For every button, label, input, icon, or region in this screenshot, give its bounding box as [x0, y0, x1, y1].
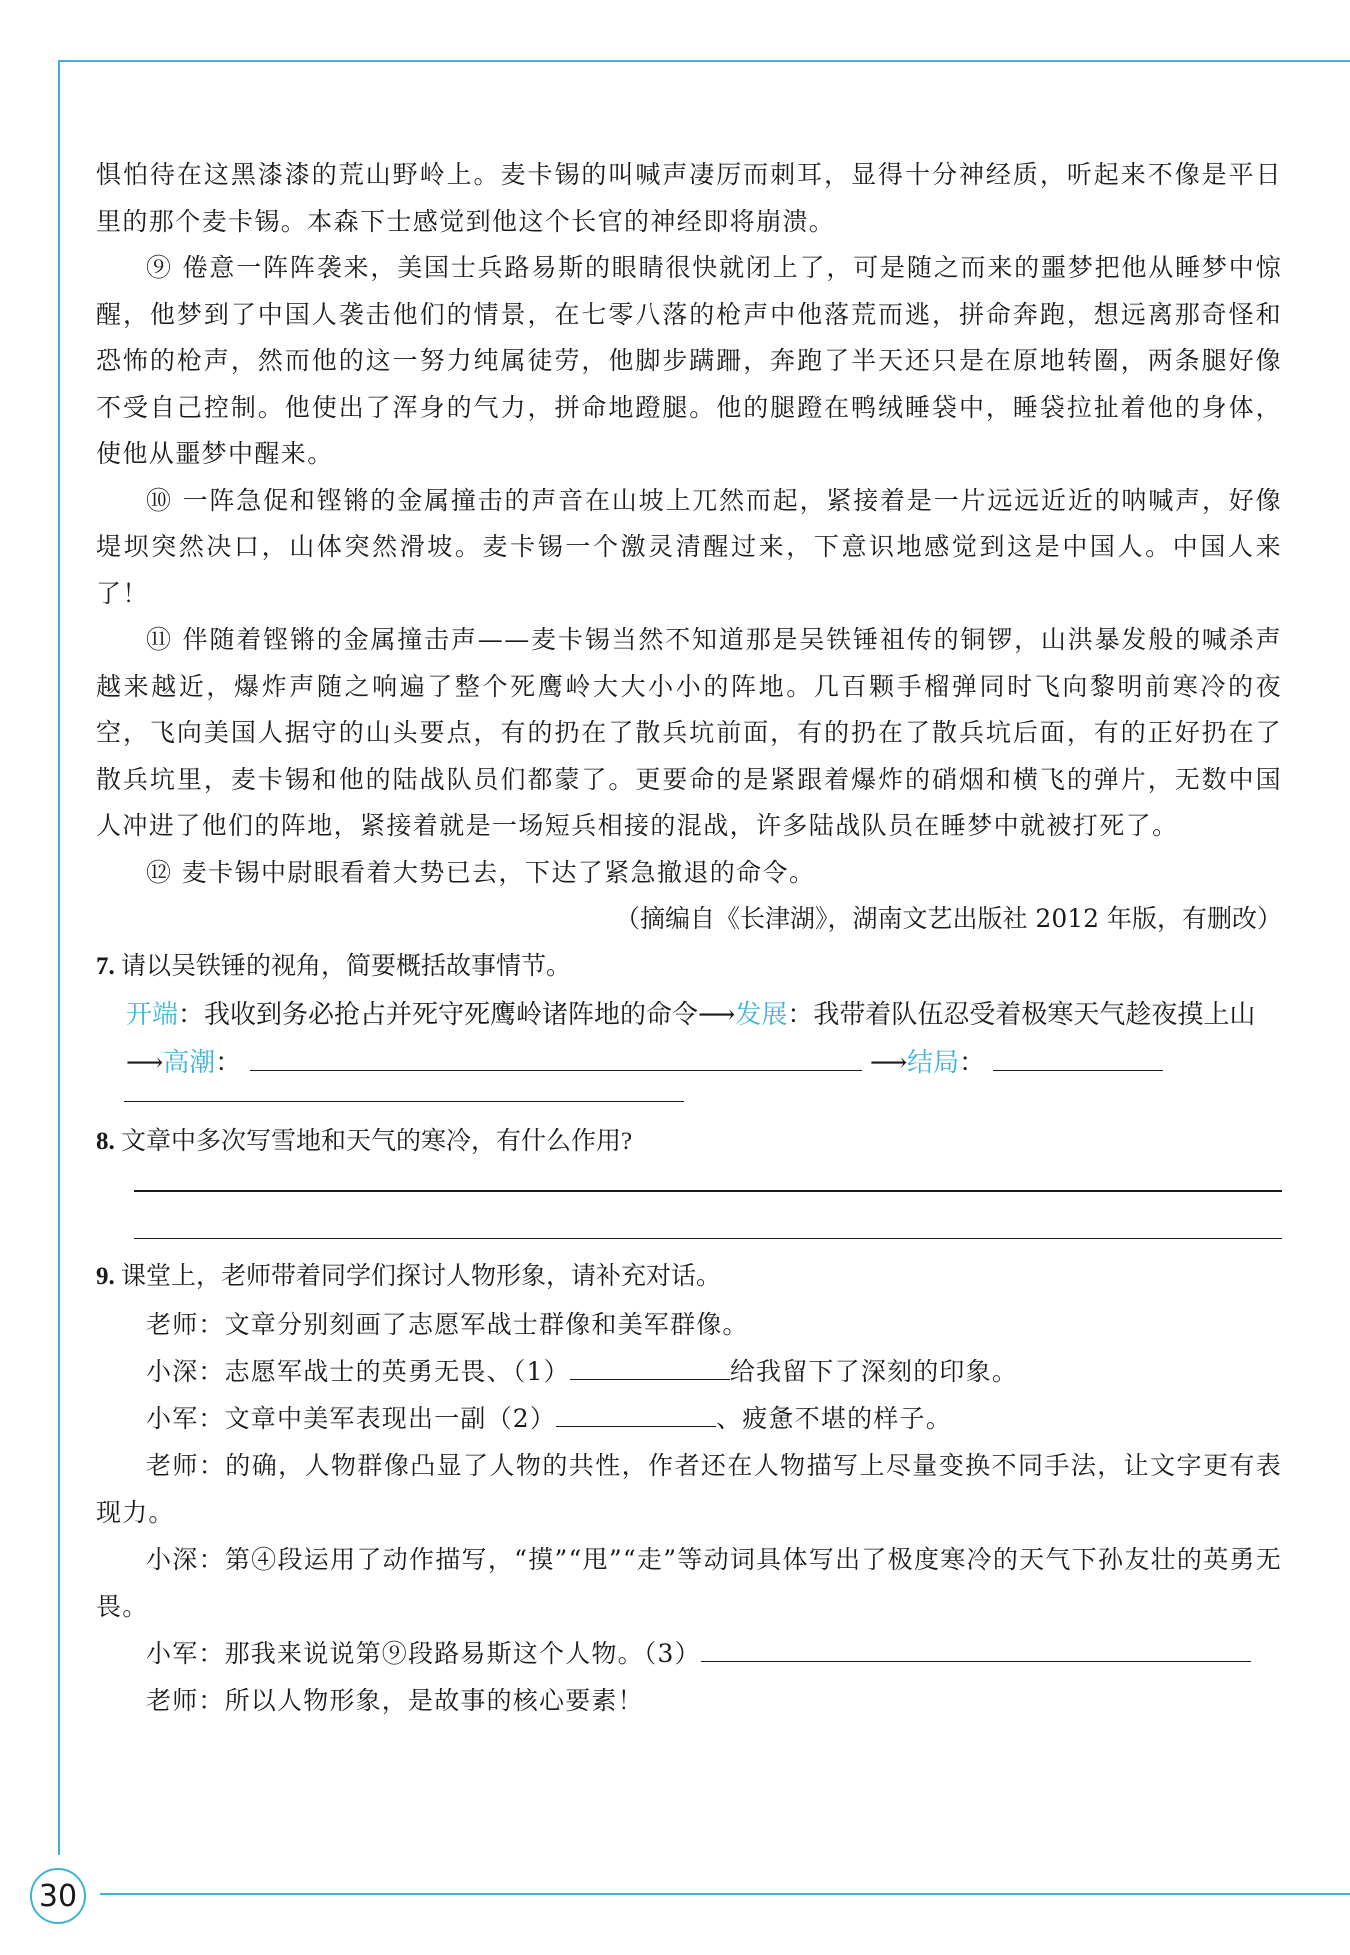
q8-answer-line-1[interactable]	[134, 1190, 1282, 1192]
dialogue-line-1: 老师：文章分别刻画了志愿军战士群像和美军群像。	[146, 1310, 749, 1339]
passage-source: （摘编自《长津湖》，湖南文艺出版社 2012 年版，有删改）	[614, 904, 1282, 933]
passage-paragraph-12: ⑫ 麦卡锡中尉眼看着大势已去，下达了紧急撤退的命令。	[146, 857, 816, 887]
climax-answer-blank[interactable]	[250, 1044, 862, 1071]
question-7-number: 7.	[96, 952, 115, 980]
page-number: 30	[30, 1868, 86, 1924]
passage-paragraph-9: ⑨ 倦意一阵阵袭来，美国士兵路易斯的眼睛很快就闭上了，可是随之而来的噩梦把他从睡梦中惊醒，他梦到了中国人袭击他们的情景，在七零八落的枪声中他落荒而逃，拼命奔跑，想远离那奇怪和恐怖的枪声，然而他的这一努力纯属徒劳，他脚步蹒跚，奔跑了半天还只是在原地转圈，两条腿好像不受自己控制。他使出了浑身的气力，拼命地蹬腿。他的腿蹬在鸭绒睡袋中，睡袋拉扯着他的身体，使他从噩梦中醒来。	[96, 253, 1282, 468]
question-8-text: 文章中多次写雪地和天气的寒冷，有什么作用?	[121, 1128, 633, 1155]
arrow-icon: ⟶	[698, 999, 736, 1030]
plot-climax-label: 高潮	[163, 1047, 216, 1078]
plot-development-label: 发展	[735, 999, 788, 1030]
dialogue-line-4: 老师：的确，人物群像凸显了人物的共性，作者还在人物描写上尽量变换不同手法，让文字更有表现力。	[96, 1451, 1282, 1527]
passage-paragraph-11: ⑪ 伴随着铿锵的金属撞击声——麦卡锡当然不知道那是吴铁锤祖传的铜锣，山洪暴发般的喊杀声越来越近，爆炸声随之响遍了整个死鹰岭大大小小的阵地。几百颗手榴弹同时飞向黎明前寒冷的夜空，飞向美国人据守的山头要点，有的扔在了散兵坑前面，有的扔在了散兵坑后面，有的正好扔在了散兵坑里，麦卡锡和他的陆战队员们都蒙了。更要命的是紧跟着爆炸的硝烟和横飞的弹片，无数中国人冲进了他们的阵地，紧接着就是一场短兵相接的混战，许多陆战队员在睡梦中就被打死了。	[96, 625, 1282, 840]
question-9-text: 课堂上，老师带着同学们探讨人物形象，请补充对话。	[121, 1263, 722, 1290]
passage-paragraph-10: ⑩ 一阵急促和铿锵的金属撞击的声音在山坡上兀然而起，紧接着是一片远远近近的呐喊声，好像堤坝突然决口，山体突然滑坡。麦卡锡一个激灵清醒过来，下意识地感觉到这是中国人。中国人来了！	[96, 485, 1282, 608]
dialogue-line-2-part-a: 小深：志愿军战士的英勇无畏、（1）	[146, 1357, 570, 1386]
dialogue-line-5: 小深：第④段运用了动作描写，“摸”“甩”“走”等动词具体写出了极度寒冷的天气下孙友壮的英勇无畏。	[96, 1545, 1282, 1621]
passage-paragraph-8-continued: 惧怕待在这黑漆漆的荒山野岭上。麦卡锡的叫喊声凄厉而刺耳，显得十分神经质，听起来不像是平日里的那个麦卡锡。本森下士感觉到他这个长官的神经即将崩溃。	[96, 160, 1282, 236]
dialogue-line-2	[96, 1348, 1282, 1395]
plot-start-label: 开端	[126, 999, 179, 1030]
frame-top-border	[58, 60, 1350, 62]
question-8-number: 8.	[96, 1128, 115, 1155]
plot-start-text: 我收到务必抢占并死守死鹰岭诸阵地的命令	[204, 999, 699, 1030]
plot-development-text: 我带着队伍忍受着极寒天气趁夜摸上山	[813, 999, 1256, 1030]
question-9-number: 9.	[96, 1263, 115, 1290]
question-7	[96, 943, 1282, 991]
colon: ：	[215, 1047, 242, 1078]
colon: ：	[787, 999, 814, 1030]
arrow-icon: ⟶	[126, 1047, 164, 1078]
question-7-text: 请以吴铁锤的视角，简要概括故事情节。	[121, 952, 572, 980]
frame-bottom-border	[100, 1893, 1350, 1895]
dialogue-line-3-part-a: 小军：文章中美军表现出一副（2）	[146, 1404, 557, 1433]
page-content	[96, 152, 1282, 1724]
dialogue-line-3-part-b: 、疲惫不堪的样子。	[716, 1404, 952, 1433]
dialogue-line-3	[96, 1395, 1282, 1442]
dialogue-line-6-text: 小军：那我来说说第⑨段路易斯这个人物。（3）	[146, 1639, 701, 1668]
question-9	[96, 1253, 1282, 1301]
colon: ：	[178, 999, 205, 1030]
answer-blank-2[interactable]	[556, 1400, 716, 1427]
dialogue-line-2-part-b: 给我留下了深刻的印象。	[729, 1357, 1019, 1386]
frame-left-border	[58, 60, 60, 1855]
dialogue-line-7: 老师：所以人物形象，是故事的核心要素！	[146, 1686, 644, 1715]
dialogue-line-6	[96, 1630, 1282, 1677]
question-8	[96, 1118, 1282, 1166]
q8-answer-line-2[interactable]	[134, 1238, 1282, 1240]
ending-answer-blank-1[interactable]	[993, 1044, 1163, 1071]
arrow-icon: ⟶	[869, 1047, 908, 1078]
colon: ：	[959, 1047, 986, 1078]
answer-blank-3[interactable]	[701, 1635, 1251, 1662]
plot-ending-label: 结局	[907, 1047, 960, 1078]
ending-answer-blank-2[interactable]	[124, 1101, 684, 1103]
plot-outline	[96, 991, 1282, 1087]
answer-blank-1[interactable]	[570, 1353, 730, 1380]
dialogue	[96, 1301, 1282, 1724]
